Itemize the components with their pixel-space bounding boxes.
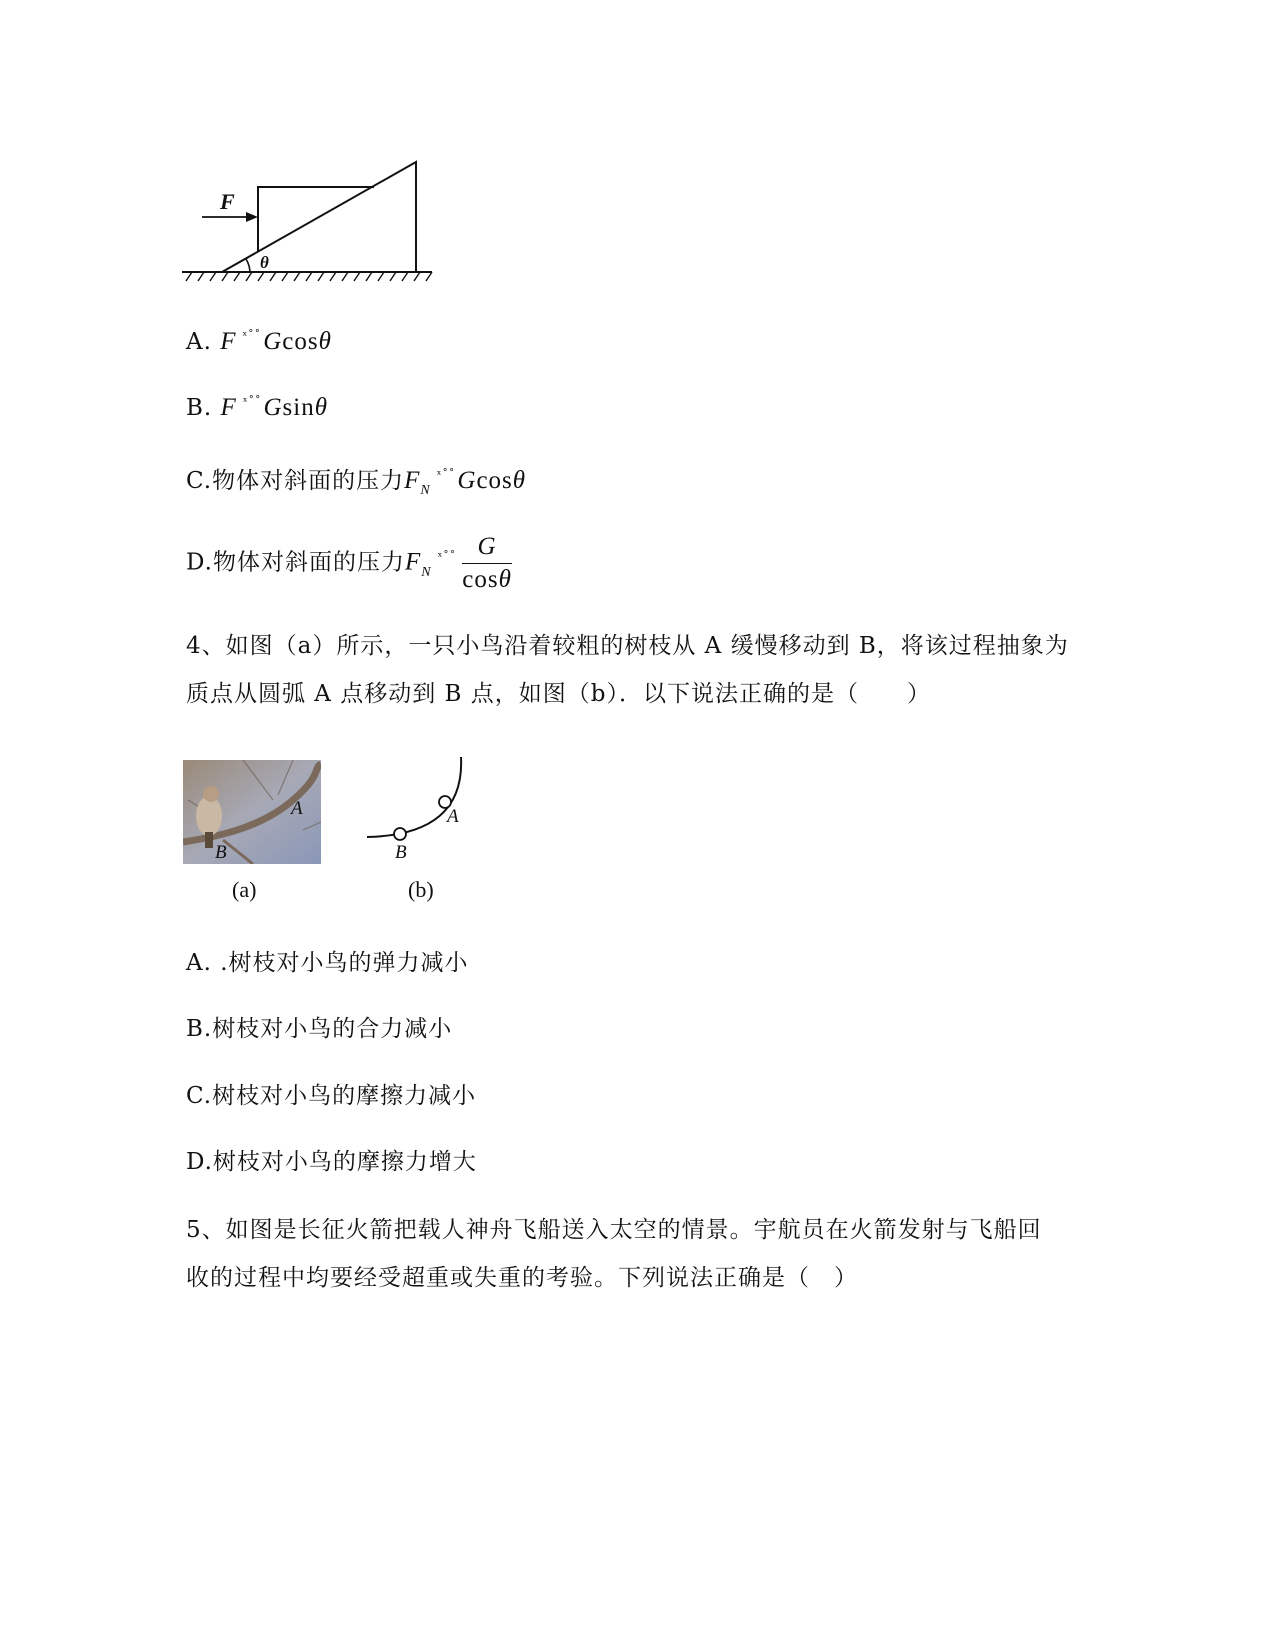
caption-b: (b) [408,877,434,902]
angle-label: θ [260,253,269,272]
q4-option-b[interactable]: B.树枝对小鸟的合力减小 [186,1016,453,1042]
incline-figure [180,155,440,290]
photo-label-b: B [215,842,227,863]
q3-option-b[interactable]: B. F $^{ˣ˚˚}$Gsinθ [186,394,329,421]
q3-option-d[interactable]: D.物体对斜面的压力$F_N^{ˣ˚˚}$ $\frac{G}{\cos\theta}$ [186,533,512,593]
angle-arc [246,259,250,272]
symbol-glyph: ˣ˚˚ [436,468,456,481]
q3-option-c[interactable]: C.物体对斜面的压力$F_N^{ˣ˚˚}Gcos\theta$ [186,467,527,498]
q5-stem: 5、如图是长征火箭把载人神舟飞船送入太空的情景。宇航员在火箭发射与飞船回 收的过程中均要经受超重或失重的考验。下列说法正确是（ ） [186,1217,1042,1291]
caption-a: (a) [232,877,257,902]
ground-hatch [186,272,432,281]
fraction: $\frac{G}{\cos\theta}$ [462,533,512,593]
q4-option-d[interactable]: D.树枝对小鸟的摩擦力增大 [186,1149,477,1175]
arc-diagram [365,755,475,870]
point-b-marker [394,828,406,840]
q3-option-a[interactable]: A. F $^{ˣ˚˚}$Gcosθ [186,328,332,355]
photo-label-a: A [291,798,303,819]
arc-label-b: B [395,842,407,863]
symbol-glyph: ˣ˚˚ [437,549,457,563]
symbol-glyph: ˣ˚˚ [242,329,262,342]
force-arrowhead [246,212,258,222]
bird [196,796,222,836]
symbol-glyph: ˣ˚˚ [242,395,262,408]
q4-option-a[interactable]: A. .树枝对小鸟的弹力减小 [186,950,469,976]
q4-stem: 4、如图（a）所示，一只小鸟沿着较粗的树枝从 A 缓慢移动到 B，将该过程抽象为 质点从圆弧 A 点移动到 B 点，如图（b）．以下说法正确的是（ ） [186,633,1069,707]
q4-option-c[interactable]: C.树枝对小鸟的摩擦力减小 [186,1083,477,1109]
arc-label-a: A [447,806,459,827]
force-label: F [220,189,235,214]
bird-photo [183,760,321,864]
